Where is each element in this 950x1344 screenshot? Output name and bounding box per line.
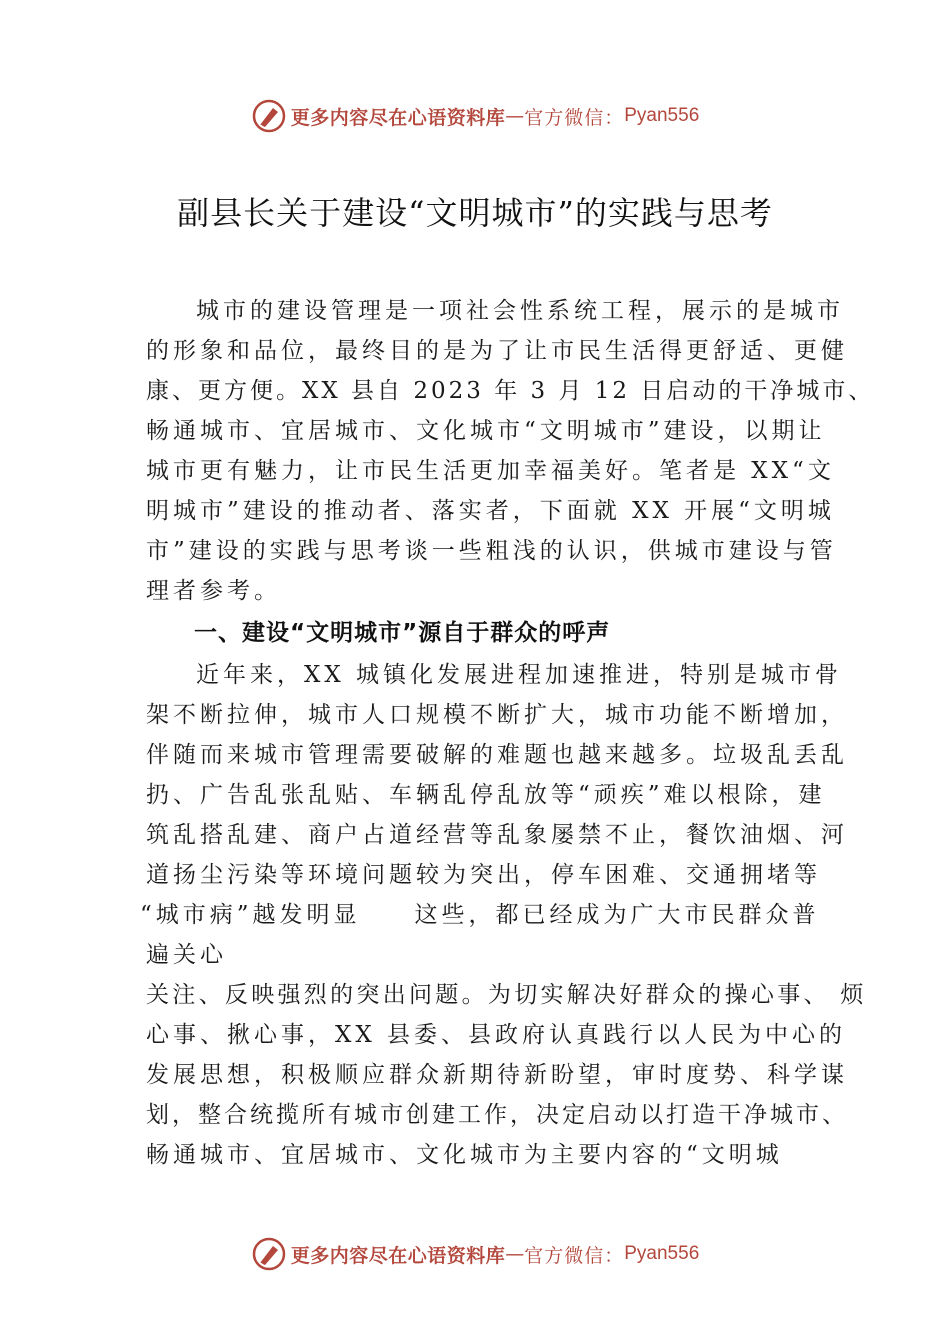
body-line: 城市的建设管理是一项社会性系统工程，展示的是城市 bbox=[196, 298, 844, 324]
pen-logo-icon bbox=[251, 98, 287, 134]
body-line: 心事、揪心事，XX 县委、县政府认真践行以人民为中心的 bbox=[146, 1022, 847, 1048]
watermark-separator: — bbox=[505, 1243, 525, 1265]
body-line: “城市病”越发明显 这些，都已经成为广大市民群众普 bbox=[140, 902, 820, 928]
watermark-main-text: 更多内容尽在心语资料库 bbox=[290, 1244, 506, 1267]
body-line: 关注、反映强烈的突出问题。为切实解决好群众的操心事、 烦 bbox=[146, 982, 867, 1008]
body-line: 市”建设的实践与思考谈一些粗浅的认识，供城市建设与管 bbox=[146, 538, 837, 564]
watermark-separator: — bbox=[505, 105, 525, 127]
body-line: 遍关心 bbox=[146, 942, 227, 968]
body-line: 畅通城市、宜居城市、文化城市“文明城市”建设，以期让 bbox=[146, 418, 826, 444]
body-line: 道扬尘污染等环境问题较为突出，停车困难、交通拥堵等 bbox=[146, 862, 821, 888]
body-line: 发展思想，积极顺应群众新期待新盼望，审时度势、科学谋 bbox=[146, 1062, 848, 1088]
watermark-wechat-id: Pyan556 bbox=[624, 1243, 700, 1264]
watermark-wechat-id: Pyan556 bbox=[624, 105, 700, 126]
body-line: 的形象和品位，最终目的是为了让市民生活得更舒适、更健 bbox=[146, 338, 848, 364]
body-line: 伴随而来城市管理需要破解的难题也越来越多。垃圾乱丢乱 bbox=[146, 742, 848, 768]
watermark-header bbox=[0, 96, 950, 136]
body-line: 近年来，XX 城镇化发展进程加速推进，特别是城市骨 bbox=[196, 662, 843, 688]
body-line: 架不断拉伸，城市人口规模不断扩大，城市功能不断增加， bbox=[146, 702, 848, 728]
body-line: 划，整合统揽所有城市创建工作，决定启动以打造干净城市、 bbox=[146, 1102, 848, 1128]
watermark-main-text: 更多内容尽在心语资料库 bbox=[290, 106, 506, 129]
pen-logo-icon bbox=[251, 1236, 287, 1272]
section-heading-1: 一、建设“文明城市”源自于群众的呼声 bbox=[194, 620, 611, 646]
body-line: 扔、广告乱张乱贴、车辆乱停乱放等“顽疾”难以根除，建 bbox=[146, 782, 826, 808]
body-line: 康、更方便。XX 县自 2023 年 3 月 12 日启动的干净城市、 bbox=[146, 378, 875, 404]
body-line: 明城市”建设的推动者、落实者，下面就 XX 开展“文明城 bbox=[146, 498, 835, 524]
watermark-wechat-label: 官方微信： bbox=[524, 106, 625, 129]
body-line: 筑乱搭乱建、商户占道经营等乱象屡禁不止，餐饮油烟、河 bbox=[146, 822, 848, 848]
watermark-wechat-label: 官方微信： bbox=[524, 1244, 625, 1267]
body-line: 城市更有魅力，让市民生活更加幸福美好。笔者是 XX“文 bbox=[146, 458, 835, 484]
body-line: 畅通城市、宜居城市、文化城市为主要内容的“文明城 bbox=[146, 1142, 783, 1168]
document-title: 副县长关于建设“文明城市”的实践与思考 bbox=[177, 194, 773, 232]
body-line: 理者参考。 bbox=[146, 578, 281, 604]
watermark-footer bbox=[0, 1234, 950, 1274]
